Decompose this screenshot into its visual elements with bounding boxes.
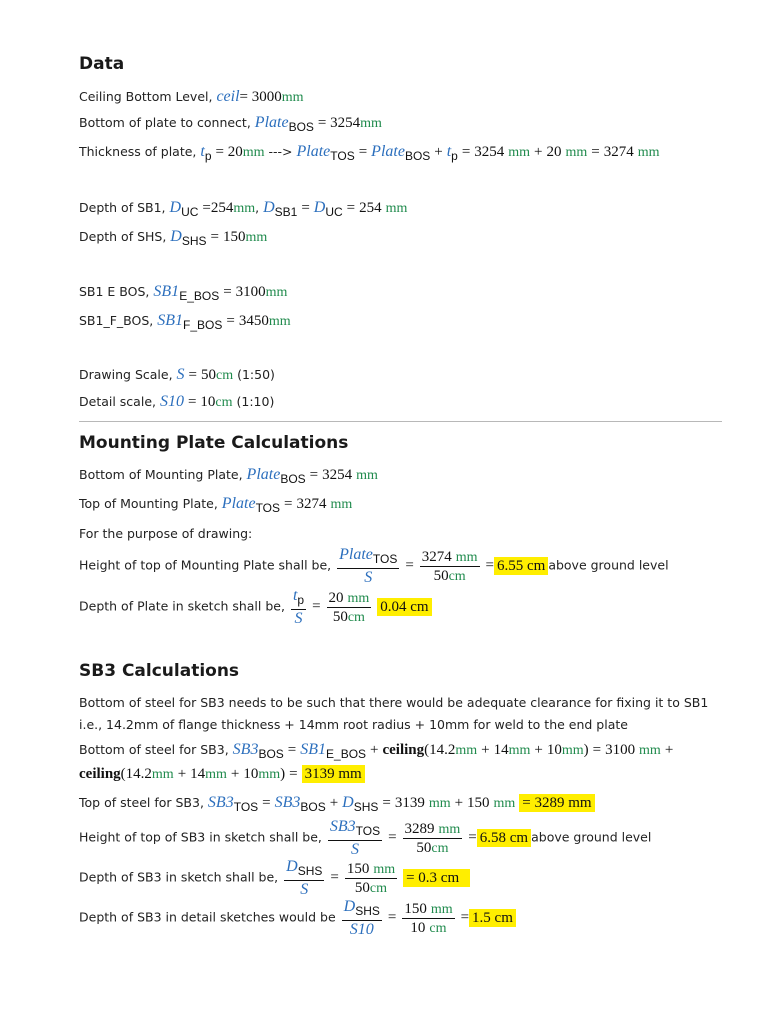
- unit: mm: [639, 743, 661, 758]
- value: 3289: [404, 820, 435, 837]
- eq: =: [405, 557, 414, 574]
- eq: =: [388, 829, 397, 846]
- plus: +: [370, 742, 379, 758]
- unit: cm: [215, 368, 234, 383]
- unit: mm: [565, 145, 588, 160]
- line-plate-bos: [79, 114, 382, 134]
- paragraph-line-2: i.e., 14.2mm of flange thickness + 14mm root radius + 10mm for weld to the end plate: [79, 717, 628, 732]
- label: Top of steel for SB3,: [79, 795, 204, 810]
- section-title-sb3: SB3 Calculations: [79, 661, 240, 681]
- value: 14: [493, 742, 509, 758]
- eq: =: [460, 909, 470, 926]
- eq: =: [188, 367, 197, 383]
- fraction: [342, 898, 382, 938]
- label: Thickness of plate,: [79, 144, 197, 159]
- eq: =: [330, 869, 339, 886]
- label: Ceiling Bottom Level,: [79, 89, 213, 104]
- value: = 3000: [239, 89, 282, 105]
- result-highlight: = 0.3 cm: [403, 869, 470, 887]
- fraction: [420, 548, 480, 585]
- unit: mm: [508, 743, 531, 758]
- value: 3100: [605, 742, 636, 758]
- unit: mm: [205, 767, 227, 782]
- value: 254: [210, 200, 234, 216]
- label: SB1_F_BOS,: [79, 313, 154, 328]
- subscript: p: [451, 149, 458, 163]
- subscript: UC: [181, 205, 199, 219]
- subscript: E_BOS: [326, 747, 367, 761]
- line-depth-sb3-detail: [79, 898, 516, 938]
- suffix: above ground level: [531, 829, 652, 845]
- subscript: SHS: [297, 864, 323, 878]
- unit: mm: [373, 861, 396, 877]
- eq: =: [202, 200, 211, 216]
- unit: mm: [508, 145, 531, 160]
- subscript: SHS: [355, 904, 380, 918]
- label: Drawing Scale,: [79, 367, 173, 382]
- unit: mm: [455, 743, 478, 758]
- value: 3274: [296, 496, 327, 512]
- var-plate: Plate: [221, 495, 256, 512]
- var-sb3: SB3: [207, 794, 234, 811]
- eq: =: [187, 394, 197, 410]
- var-d: D: [263, 199, 275, 216]
- value: 3274: [421, 548, 452, 565]
- value: 3139: [394, 795, 425, 811]
- unit: mm: [347, 590, 370, 606]
- func-ceiling: ceiling: [382, 742, 425, 758]
- subscript: TOS: [233, 800, 259, 814]
- subscript: TOS: [330, 149, 355, 163]
- label: Bottom of plate to connect,: [79, 115, 251, 130]
- unit: cm: [215, 395, 233, 410]
- eq: =: [387, 909, 397, 926]
- line-detail-scale: [79, 393, 274, 411]
- unit: cm: [431, 840, 449, 856]
- var-d: D: [342, 794, 354, 811]
- line-depth-plate: [79, 587, 432, 627]
- subscript: BOS: [300, 800, 326, 814]
- unit: cm: [429, 920, 447, 936]
- line-bottom-sb3: Bottom of steel for SB3, SB3BOS = SB1E_BOS + ceiling(14.2mm + 14mm + 10mm) = 3100 mm +: [79, 741, 674, 761]
- suffix: above ground level: [548, 557, 669, 573]
- subscript: BOS: [404, 149, 431, 163]
- var-d: D: [343, 898, 356, 915]
- unit: mm: [281, 90, 304, 105]
- value: = 3254: [317, 115, 361, 131]
- var-sb1: SB1: [300, 741, 327, 758]
- plus: +: [481, 742, 490, 758]
- subscript: TOS: [355, 824, 381, 838]
- plus: +: [534, 144, 543, 160]
- eq: =: [309, 467, 319, 483]
- line-purpose: For the purpose of drawing:: [79, 526, 253, 541]
- var-sb3: SB3: [274, 794, 301, 811]
- unit: cm: [347, 609, 365, 625]
- arrow: --->: [268, 144, 293, 159]
- fraction: [328, 818, 382, 858]
- unit: mm: [242, 145, 265, 160]
- subscript: TOS: [372, 552, 398, 566]
- value: 10: [243, 766, 259, 782]
- plus: +: [329, 795, 339, 811]
- var-s10: S10: [159, 393, 184, 410]
- var-d: D: [169, 199, 182, 216]
- result-highlight: 6.55 cm: [494, 557, 548, 575]
- eq: =: [346, 200, 356, 216]
- eq: =: [287, 742, 297, 758]
- plus: +: [534, 742, 543, 758]
- subscript: SB1: [274, 205, 298, 219]
- eq: =: [591, 144, 600, 160]
- plus: +: [434, 144, 443, 160]
- unit: cm: [369, 880, 388, 896]
- eq: =: [210, 229, 219, 245]
- label: Depth of Plate in sketch shall be,: [79, 598, 285, 614]
- var-plate: Plate: [246, 466, 281, 483]
- value: 150: [346, 860, 370, 877]
- subscript: SHS: [353, 800, 379, 814]
- eq: =: [223, 284, 232, 300]
- unit: mm: [455, 549, 478, 565]
- eq: =: [461, 144, 471, 160]
- subscript: E_BOS: [179, 289, 220, 303]
- var-d: D: [313, 199, 326, 216]
- ratio: (1:10): [236, 394, 275, 409]
- var-sb3: SB3: [232, 741, 259, 758]
- label: Depth of SB3 in sketch shall be,: [79, 869, 279, 885]
- unit: mm: [330, 497, 353, 512]
- var-s10: S10: [349, 921, 374, 938]
- value: 50: [332, 608, 348, 625]
- label: Depth of SB1,: [79, 200, 166, 215]
- line-height-plate: [79, 546, 669, 586]
- unit: mm: [385, 201, 408, 216]
- var-s: S: [350, 841, 359, 858]
- unit: mm: [360, 116, 382, 131]
- unit: mm: [245, 230, 268, 245]
- var-plate: Plate: [371, 143, 405, 160]
- value: 10: [546, 742, 562, 758]
- value: 50: [354, 879, 370, 896]
- eq: =: [382, 795, 391, 811]
- var-plate: Plate: [254, 114, 289, 131]
- var-t: t: [292, 587, 298, 604]
- eq: =: [284, 496, 293, 512]
- line-drawing-scale: [79, 366, 275, 384]
- label: Depth of SHS,: [79, 229, 167, 244]
- value: 14.2: [125, 766, 152, 782]
- ratio: (1:50): [237, 367, 275, 382]
- label: Bottom of steel for SB3,: [79, 742, 229, 757]
- value: 3254: [474, 144, 505, 160]
- subscript: p: [297, 593, 305, 607]
- value: 3254: [322, 467, 353, 483]
- subscript: TOS: [255, 501, 281, 515]
- unit: mm: [428, 796, 451, 811]
- fraction: [402, 900, 454, 937]
- unit: mm: [561, 743, 584, 758]
- value: 3450: [238, 313, 269, 329]
- line-depth-shs: [79, 228, 267, 248]
- line-top-mounting: [79, 495, 352, 515]
- eq: =: [485, 557, 494, 574]
- var-t: t: [200, 143, 205, 160]
- subscript: BOS: [280, 472, 306, 486]
- var-sb1: SB1: [157, 312, 184, 329]
- line-sb1-e-bos: [79, 283, 287, 303]
- paragraph-line-1: Bottom of steel for SB3 needs to be such that there would be adequate clearance for fixing it to SB1: [79, 695, 709, 710]
- var-sb3: SB3: [329, 818, 356, 835]
- unit: mm: [637, 145, 660, 160]
- eq: =: [289, 766, 298, 782]
- line-depth-sb1: Depth of SB1, DUC =254mm, DSB1 = DUC = 254 mm: [79, 199, 408, 219]
- fraction: [403, 820, 463, 857]
- eq: =: [301, 200, 310, 216]
- value: 50: [433, 567, 449, 584]
- subscript: p: [204, 149, 212, 163]
- subscript: BOS: [288, 120, 314, 134]
- var-s: S: [176, 366, 185, 383]
- line-top-sb3: [79, 794, 595, 814]
- value: 50: [416, 839, 432, 856]
- line-thickness: [79, 143, 659, 163]
- fraction: [337, 546, 399, 586]
- unit: mm: [233, 201, 256, 216]
- eq: =: [592, 742, 602, 758]
- result-highlight: = 3289 mm: [519, 794, 594, 812]
- line-depth-sb3: [79, 858, 470, 898]
- fraction: [284, 858, 324, 898]
- line-bottom-mounting: [79, 466, 378, 486]
- label: SB1 E BOS,: [79, 284, 150, 299]
- subscript: SHS: [181, 234, 207, 248]
- var-sb1: SB1: [153, 283, 180, 300]
- var-d: D: [286, 858, 298, 875]
- unit: mm: [430, 901, 453, 917]
- subscript: F_BOS: [183, 318, 223, 332]
- label: Height of top of SB3 in sketch shall be,: [79, 829, 322, 845]
- var-s: S: [300, 881, 309, 898]
- label: Depth of SB3 in detail sketches would be: [79, 909, 336, 925]
- unit: mm: [438, 821, 461, 837]
- result-highlight: 3139 mm: [302, 765, 365, 783]
- value: 20: [328, 589, 344, 606]
- value: 150: [222, 229, 246, 245]
- fraction: [327, 589, 372, 626]
- value: 50: [200, 367, 216, 383]
- plus: +: [177, 766, 187, 782]
- unit: mm: [493, 796, 516, 811]
- section-divider: [79, 421, 722, 422]
- value: 20: [546, 144, 562, 160]
- unit: cm: [448, 568, 466, 584]
- var-t: t: [446, 143, 452, 160]
- label: Detail scale,: [79, 394, 156, 409]
- fraction: [291, 587, 306, 627]
- value: = 20: [215, 144, 243, 160]
- label: Height of top of Mounting Plate shall be,: [79, 557, 332, 573]
- plus: +: [230, 766, 240, 782]
- line-height-sb3: [79, 818, 651, 858]
- result-highlight: 1.5 cm: [469, 909, 516, 927]
- eq: =: [262, 795, 271, 811]
- value: 3100: [235, 284, 266, 300]
- section-title-data: Data: [79, 54, 125, 74]
- unit: mm: [265, 285, 288, 300]
- unit: mm: [356, 468, 378, 483]
- var-plate: Plate: [339, 546, 373, 563]
- var-plate: Plate: [296, 143, 331, 160]
- section-title-mounting: Mounting Plate Calculations: [79, 433, 349, 453]
- value: 10: [200, 394, 216, 410]
- eq: =: [358, 144, 368, 160]
- line-sb1-f-bos: [79, 312, 291, 332]
- label: Top of Mounting Plate,: [79, 496, 218, 511]
- var-s: S: [294, 610, 303, 627]
- value: 14.2: [429, 742, 456, 758]
- subscript: BOS: [258, 747, 284, 761]
- result-highlight: 6.58 cm: [477, 829, 531, 847]
- plus: +: [454, 795, 464, 811]
- label: Bottom of Mounting Plate,: [79, 467, 243, 482]
- value: 3274: [603, 144, 634, 160]
- result-highlight: 0.04 cm: [377, 598, 431, 616]
- unit: mm: [268, 314, 291, 329]
- value: 150: [404, 900, 427, 917]
- line-ceiling: [79, 88, 304, 106]
- unit: mm: [258, 767, 281, 782]
- var-ceil: ceil: [216, 88, 240, 105]
- subscript: UC: [325, 205, 343, 219]
- eq: =: [312, 598, 321, 615]
- fraction: [345, 860, 397, 897]
- eq: =: [468, 829, 477, 846]
- value: 14: [190, 766, 206, 782]
- line-bottom-sb3-cont: ceiling(14.2mm + 14mm + 10mm) = 3139 mm: [79, 766, 365, 783]
- func-ceiling: ceiling: [79, 766, 121, 782]
- plus: +: [664, 742, 674, 758]
- value: 150: [467, 795, 490, 811]
- eq: =: [226, 313, 235, 329]
- value: 254: [359, 200, 382, 216]
- value: 10: [410, 919, 426, 936]
- var-s: S: [364, 569, 373, 586]
- var-d: D: [170, 228, 182, 245]
- unit: mm: [151, 767, 174, 782]
